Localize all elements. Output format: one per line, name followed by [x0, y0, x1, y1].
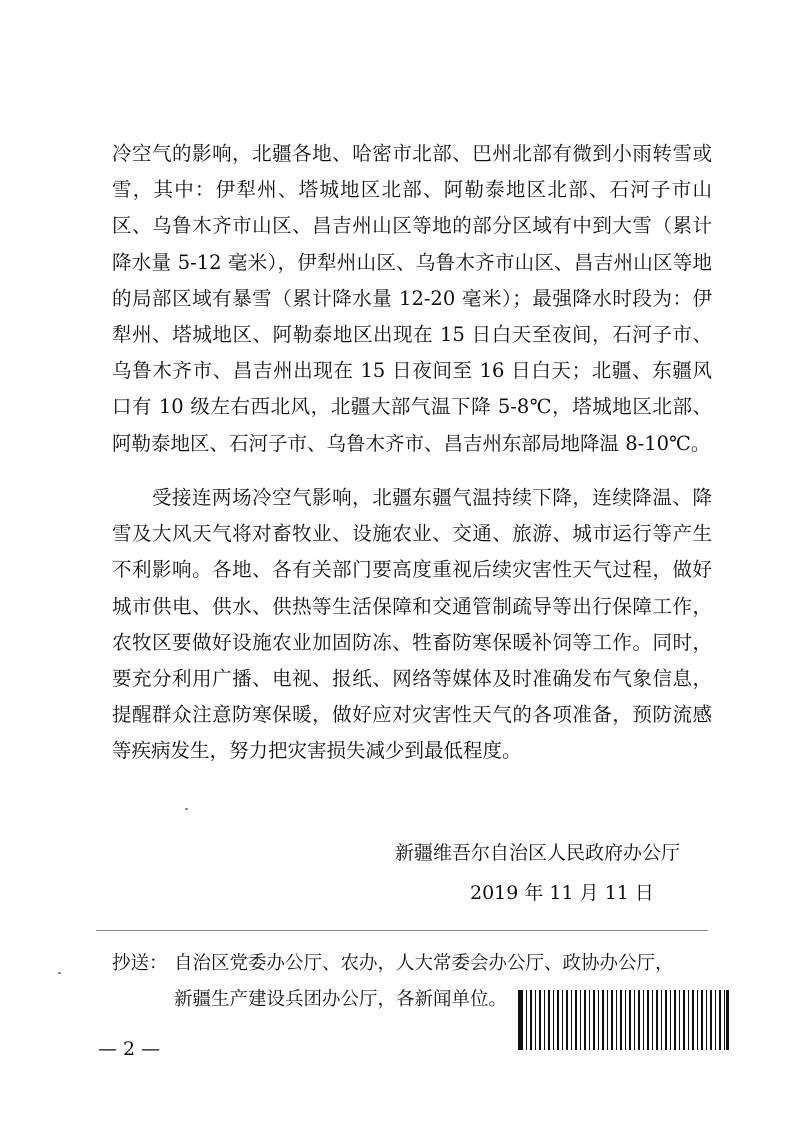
- scan-speck: [185, 808, 188, 810]
- issuing-organization: 新疆维吾尔自治区人民政府办公厅: [395, 842, 681, 864]
- document-barcode: [518, 990, 729, 1050]
- body-paragraph-1: 冷空气的影响，北疆各地、哈密市北部、巴州北部有微到小雨转雪或雪，其中：伊犁州、塔城地区北部、阿勒泰地区北部、石河子市山区、乌鲁木齐市山区、昌吉州山区等地的部分区域有中到大雪（累计降水量 5-12 毫米），伊犁州山区、乌鲁木齐市山区、昌吉州山区等地的局部区域有暴雪（累计降水量 12-20 毫米）；最强降水时段为：伊犁州、塔城地区、阿勒泰地区出现在 15 日白天至夜间，石河子市、乌鲁木齐市、昌吉州出现在 15 日夜间至 16 日白天；北疆、东疆风口有 10 级左右西北风，北疆大部气温下降 5-8℃，塔城地区北部、阿勒泰地区、石河子市、乌鲁木齐市、昌吉州东部局地降温 8-10℃。: [112, 142, 712, 455]
- issue-date: 2019 年 11 月 11 日: [470, 882, 654, 904]
- cc-first-line: [112, 946, 674, 982]
- body-paragraph-2: 受接连两场冷空气影响，北疆东疆气温持续下降，连续降温、降雪及大风天气将对畜牧业、设施农业、交通、旅游、城市运行等产生不利影响。各地、各有关部门要高度重视后续灾害性天气过程，做好城市供电、供水、供热等生活保障和交通管制疏导等出行保障工作，农牧区要做好设施农业加固防冻、牲畜防寒保暖补饲等工作。同时，要充分利用广播、电视、报纸、网络等媒体及时准确发布气象信息，提醒群众注意防寒保暖，做好应对灾害性天气的各项准备，预防流感等疾病发生，努力把灾害损失减少到最低程度。: [112, 486, 712, 763]
- scan-speck: [58, 972, 61, 974]
- cc-label: 抄送：: [112, 953, 168, 974]
- cc-recipients-2: 新疆生产建设兵团办公厅，各新闻单位。: [174, 989, 508, 1010]
- page-number: — 2 —: [98, 1038, 161, 1060]
- cc-divider: [96, 930, 708, 931]
- cc-recipients-1: 自治区党委办公厅、农办，人大常委会办公厅、政协办公厅，: [174, 953, 674, 974]
